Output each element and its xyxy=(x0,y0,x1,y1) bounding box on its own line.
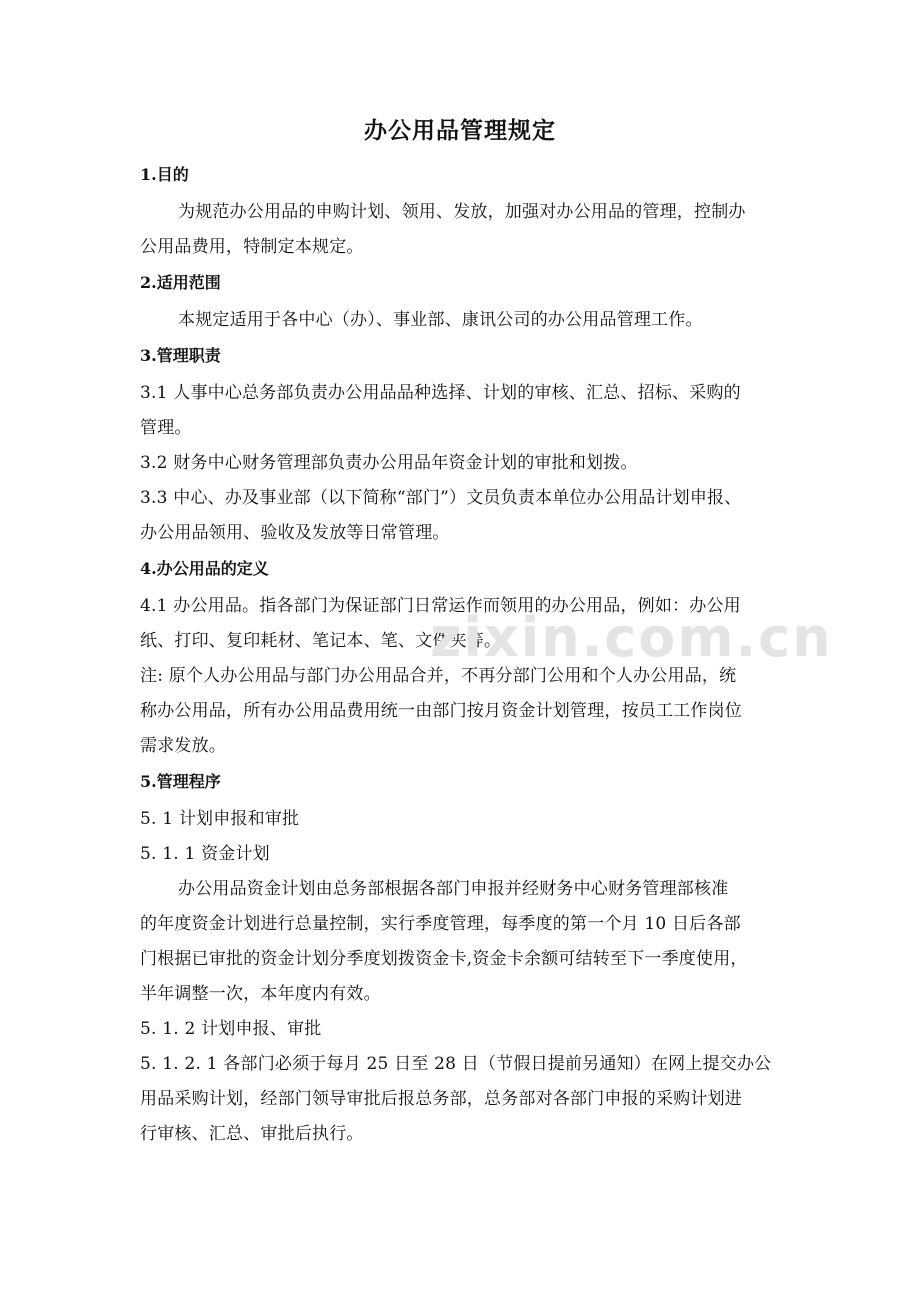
paragraph-line: 行审核、汇总、审批后执行。 xyxy=(140,1124,364,1144)
paragraph-line: 3.2 财务中心财务管理部负责办公用品年资金计划的审批和划拨。 xyxy=(140,453,638,473)
subsection-heading: 5. 1. 2 计划申报、审批 xyxy=(140,1019,322,1039)
paragraph-line: 办公用品领用、验收及发放等日常管理。 xyxy=(140,523,450,543)
document-title: 办公用品管理规定 xyxy=(364,118,556,144)
paragraph-line: 4.1 办公用品。指各部门为保证部门日常运作而领用的办公用品，例如：办公用 xyxy=(140,596,741,616)
watermark: zixin.com.cn xyxy=(430,606,833,669)
document-body xyxy=(140,160,800,1152)
paragraph-line: 本规定适用于各中心（办）、事业部、康讯公司的办公用品管理工作。 xyxy=(178,310,703,330)
paragraph-line: 为规范办公用品的申购计划、领用、发放，加强对办公用品的管理，控制办 xyxy=(178,202,746,222)
paragraph-line: 管理。 xyxy=(140,418,192,438)
paragraph-line: 3.1 人事中心总务部负责办公用品品种选择、计划的审核、汇总、招标、采购的 xyxy=(140,383,741,403)
note-line: 需求发放。 xyxy=(140,736,226,756)
paragraph-line: 门根据已审批的资金计划分季度划拨资金卡,资金卡余额可结转至下一季度使用， xyxy=(140,949,748,969)
paragraph-line: 公用品费用，特制定本规定。 xyxy=(140,237,364,257)
subsection-heading: 5. 1. 1 资金计划 xyxy=(140,844,270,864)
paragraph-line: 办公用品资金计划由总务部根据各部门申报并经财务中心财务管理部核准 xyxy=(178,879,729,899)
note-line: 注: 原个人办公用品与部门办公用品合并，不再分部门公用和个人办公用品，统 xyxy=(140,666,737,686)
section-heading-procedure: 5.管理程序 xyxy=(140,772,221,791)
paragraph-line: 半年调整一次，本年度内有效。 xyxy=(140,984,381,1004)
subsection-heading: 5. 1 计划申报和审批 xyxy=(140,809,300,829)
paragraph-line: 纸、打印、复印耗材、笔记本、笔、文件夹等。 xyxy=(140,631,502,651)
paragraph-line: 3.3 中心、办及事业部（以下简称“部门”）文员负责本单位办公用品计划申报、 xyxy=(140,488,742,508)
section-heading-responsibilities: 3.管理职责 xyxy=(140,346,221,365)
section-heading-definition: 4.办公用品的定义 xyxy=(140,559,269,578)
note-line: 称办公用品，所有办公用品费用统一由部门按月资金计划管理，按员工工作岗位 xyxy=(140,701,742,721)
section-heading-scope: 2.适用范围 xyxy=(140,273,221,292)
paragraph-line: 用品采购计划，经部门领导审批后报总务部，总务部对各部门申报的采购计划进 xyxy=(140,1089,742,1109)
paragraph-line: 的年度资金计划进行总量控制，实行季度管理，每季度的第一个月 10 日后各部 xyxy=(140,914,741,934)
section-heading-purpose: 1.目的 xyxy=(140,165,189,184)
paragraph-line: 5. 1. 2. 1 各部门必须于每月 25 日至 28 日（节假日提前另通知）在网上提交办公 xyxy=(140,1054,772,1074)
